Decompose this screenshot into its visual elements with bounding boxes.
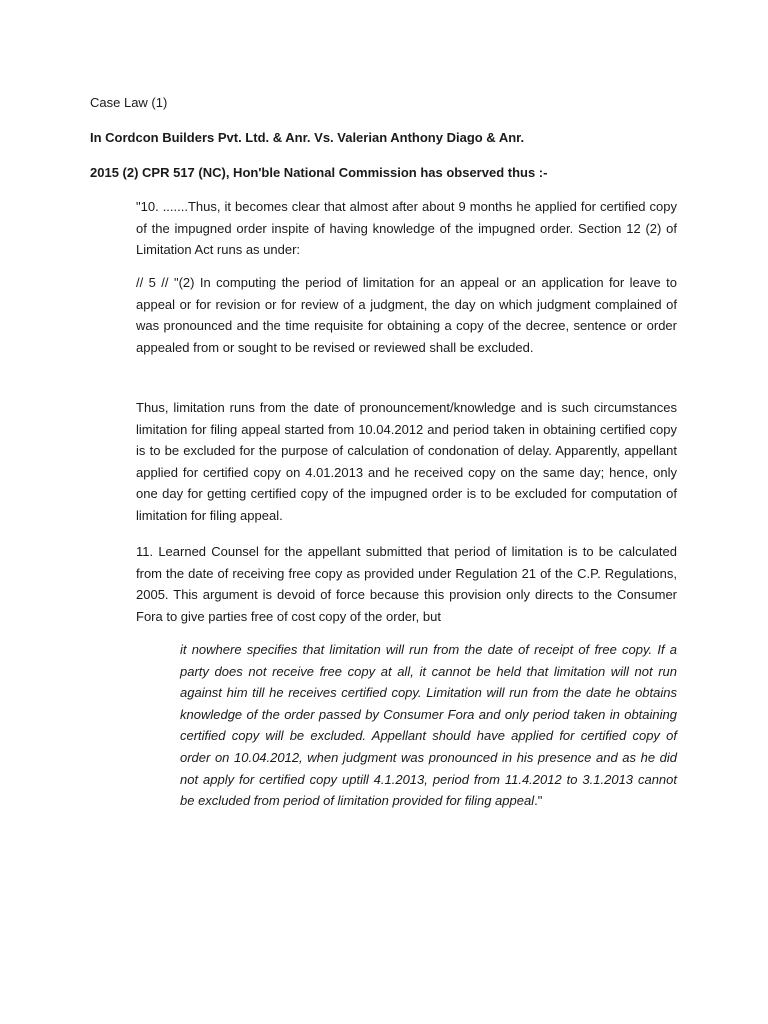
paragraph-10-intro: "10. .......Thus, it becomes clear that almost after about 9 months he applied for certified copy of the impugned order inspite of having knowledge of the impugned order. Section 12 (2) of Limitation Act runs as under: [136,199,677,258]
citation-line: 2015 (2) CPR 517 (NC), Hon'ble National Commission has observed thus :- [90,165,548,180]
quoted-passage-closing: ." [534,793,543,809]
case-label: Case Law (1) [90,95,168,110]
case-title: In Cordcon Builders Pvt. Ltd. & Anr. Vs. Valerian Anthony Diago & Anr. [90,130,525,145]
paragraph-11: 11. Learned Counsel for the appellant submitted that period of limitation is to be calculated from the date of receiving free copy as provided under Regulation 21 of the C.P. Regulations, 2005. This argument is devoid of force because this provision only directs to the Consumer Fora to give parties free of cost copy of the order, but [136,544,677,624]
paragraph-limitation-runs: Thus, limitation runs from the date of pronouncement/knowledge and is such circumstances limitation for filing appeal started from 10.04.2012 and period taken in obtaining certified copy is to be excluded for the purpose of calculation of condonation of delay. Apparently, appellant applied for certified copy on 4.01.2013 and he received copy on the same day; hence, only one day for getting certified copy of the impugned order is to be excluded for computation of limitation for filing appeal. [136,400,677,523]
paragraph-section-12-2: // 5 // "(2) In computing the period of limitation for an appeal or an application for leave to appeal or for revision or for review of a judgment, the day on which judgment complained of was pronounced and the time requisite for obtaining a copy of the decree, sentence or order appealed from or sought to be revised or reviewed shall be excluded. [136,275,677,355]
quoted-passage-text: it nowhere specifies that limitation will run from the date of receipt of free copy. If a party does not receive free copy at all, it cannot be held that limitation will not run against him till he receives certified copy. Limitation will run from the date he obtains knowledge of the order passed by Consumer Fora and only period taken in obtaining certified copy will be excluded. Appellant should have applied for certified copy of order on 10.04.2012, when judgment was pronounced in his presence and as he did not apply for certified copy uptill 4.1.2013, period from 11.4.2012 to 3.1.2013 cannot be excluded from period of limitation provided for filing appeal [180,642,677,809]
quoted-passage [180,639,677,812]
